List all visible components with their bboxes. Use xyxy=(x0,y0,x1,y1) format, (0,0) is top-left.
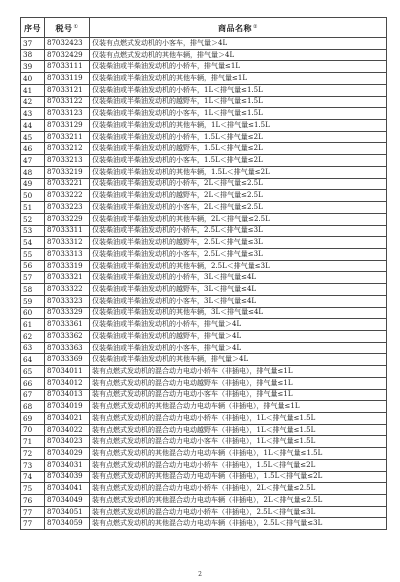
cell-product-name: 仅装柴油或半柴油发动机的小轿车，2.5L＜排气量≤3L xyxy=(90,225,387,237)
table-row xyxy=(21,471,387,483)
cell-tariff-code: 87033329 xyxy=(45,307,90,319)
table-row xyxy=(21,38,387,50)
cell-tariff-code: 87034041 xyxy=(45,483,90,495)
table-row xyxy=(21,84,387,96)
cell-seq: 75 xyxy=(21,483,45,495)
cell-tariff-code: 87033212 xyxy=(45,143,90,155)
cell-tariff-code: 87033223 xyxy=(45,202,90,214)
cell-seq: 59 xyxy=(21,295,45,307)
cell-product-name: 仅装柴油或半柴油发动机的小客车，排气量＞4L xyxy=(90,342,387,354)
cell-tariff-code: 87034011 xyxy=(45,366,90,378)
cell-seq: 57 xyxy=(21,272,45,284)
cell-seq: 48 xyxy=(21,166,45,178)
cell-seq: 77 xyxy=(21,506,45,518)
header-code xyxy=(45,18,90,38)
table-row xyxy=(21,366,387,378)
cell-seq: 69 xyxy=(21,413,45,425)
cell-seq: 40 xyxy=(21,73,45,85)
table-row xyxy=(21,108,387,120)
cell-product-name: 仅装柴油或半柴油发动机的其他车辆，2L＜排气量≤2.5L xyxy=(90,213,387,225)
table-row xyxy=(21,120,387,132)
table-row xyxy=(21,307,387,319)
cell-seq: 46 xyxy=(21,143,45,155)
cell-tariff-code: 87033219 xyxy=(45,166,90,178)
cell-seq: 76 xyxy=(21,495,45,507)
cell-tariff-code: 87033123 xyxy=(45,108,90,120)
cell-seq: 41 xyxy=(21,84,45,96)
table-row xyxy=(21,248,387,260)
cell-product-name: 仅装柴油或半柴油发动机的其他车辆，排气量＞4L xyxy=(90,354,387,366)
table-row xyxy=(21,131,387,143)
table-row xyxy=(21,143,387,155)
cell-tariff-code: 87033313 xyxy=(45,248,90,260)
cell-tariff-code: 87033323 xyxy=(45,295,90,307)
cell-product-name: 仅装柴油或半柴油发动机的小轿车，1.5L＜排气量≤2L xyxy=(90,131,387,143)
table-body xyxy=(21,38,387,530)
table-row xyxy=(21,518,387,530)
cell-tariff-code: 87033321 xyxy=(45,272,90,284)
cell-seq: 72 xyxy=(21,448,45,460)
cell-seq: 42 xyxy=(21,96,45,108)
cell-product-name: 装有点燃式发动机的混合动力电动小轿车（非插电），2L＜排气量≤2.5L xyxy=(90,483,387,495)
cell-product-name: 装有点燃式发动机的其他混合动力电动车辆（非插电），1.5L＜排气量≤2L xyxy=(90,471,387,483)
cell-product-name: 仅装柴油或半柴油发动机的越野车，3L＜排气量≤4L xyxy=(90,284,387,296)
cell-seq: 66 xyxy=(21,377,45,389)
cell-product-name: 仅装柴油或半柴油发动机的小客车，2.5L＜排气量≤3L xyxy=(90,248,387,260)
cell-seq: 62 xyxy=(21,330,45,342)
cell-tariff-code: 87034039 xyxy=(45,471,90,483)
header-name xyxy=(90,18,387,38)
table-row xyxy=(21,237,387,249)
table-row xyxy=(21,330,387,342)
cell-tariff-code: 87033363 xyxy=(45,342,90,354)
cell-tariff-code: 87033362 xyxy=(45,330,90,342)
cell-tariff-code: 87033229 xyxy=(45,213,90,225)
cell-product-name: 装有点燃式发动机的其他混合动力电动车辆（非插电），2.5L＜排气量≤3L xyxy=(90,518,387,530)
cell-tariff-code: 87034019 xyxy=(45,401,90,413)
cell-tariff-code: 87033129 xyxy=(45,120,90,132)
cell-seq: 45 xyxy=(21,131,45,143)
table-header xyxy=(21,18,387,38)
cell-tariff-code: 87034023 xyxy=(45,436,90,448)
cell-tariff-code: 87034029 xyxy=(45,448,90,460)
table-row xyxy=(21,260,387,272)
table-row xyxy=(21,483,387,495)
cell-seq: 44 xyxy=(21,120,45,132)
cell-seq: 39 xyxy=(21,61,45,73)
header-row xyxy=(21,18,387,38)
table-row xyxy=(21,225,387,237)
cell-product-name: 装有点燃式发动机的混合动力电动小轿车（非插电），1.5L＜排气量≤2L xyxy=(90,459,387,471)
cell-tariff-code: 87034049 xyxy=(45,495,90,507)
cell-product-name: 仅装有点燃式发动机的其他车辆，排气量＞4L xyxy=(90,49,387,61)
cell-seq: 49 xyxy=(21,178,45,190)
cell-tariff-code: 87034013 xyxy=(45,389,90,401)
tariff-table xyxy=(20,17,387,530)
cell-product-name: 仅装柴油或半柴油发动机的其他车辆，1.5L＜排气量≤2L xyxy=(90,166,387,178)
table-row xyxy=(21,213,387,225)
table-row xyxy=(21,295,387,307)
cell-product-name: 仅装柴油或半柴油发动机的小轿车，排气量≤1L xyxy=(90,61,387,73)
table-row xyxy=(21,401,387,413)
cell-product-name: 仅装有点燃式发动机的小客车，排气量＞4L xyxy=(90,38,387,50)
header-name-label: 商品名称 xyxy=(218,22,252,33)
cell-seq: 70 xyxy=(21,424,45,436)
table-row xyxy=(21,459,387,471)
cell-seq: 37 xyxy=(21,38,45,50)
cell-seq: 77 xyxy=(21,518,45,530)
cell-product-name: 装有点燃式发动机的混合动力电动小轿车（非插电），2.5L＜排气量≤3L xyxy=(90,506,387,518)
table-row xyxy=(21,342,387,354)
cell-tariff-code: 87033122 xyxy=(45,96,90,108)
cell-seq: 43 xyxy=(21,108,45,120)
cell-tariff-code: 87033213 xyxy=(45,155,90,167)
cell-seq: 52 xyxy=(21,213,45,225)
cell-tariff-code: 87033111 xyxy=(45,61,90,73)
cell-product-name: 仅装柴油或半柴油发动机的小轿车，排气量＞4L xyxy=(90,319,387,331)
cell-product-name: 仅装柴油或半柴油发动机的越野车，2.5L＜排气量≤3L xyxy=(90,237,387,249)
cell-product-name: 仅装柴油或半柴油发动机的其他车辆，2.5L＜排气量≤3L xyxy=(90,260,387,272)
cell-product-name: 装有点燃式发动机的其他混合动力电动车辆（非插电），1L＜排气量≤1.5L xyxy=(90,448,387,460)
table-row xyxy=(21,495,387,507)
cell-tariff-code: 87033319 xyxy=(45,260,90,272)
table-row xyxy=(21,178,387,190)
table-row xyxy=(21,389,387,401)
cell-tariff-code: 87034031 xyxy=(45,459,90,471)
cell-tariff-code: 87034012 xyxy=(45,377,90,389)
cell-tariff-code: 87033222 xyxy=(45,190,90,202)
table-row xyxy=(21,155,387,167)
cell-tariff-code: 87033119 xyxy=(45,73,90,85)
table-row xyxy=(21,49,387,61)
cell-tariff-code: 87033221 xyxy=(45,178,90,190)
cell-seq: 54 xyxy=(21,237,45,249)
table-row xyxy=(21,61,387,73)
table-row xyxy=(21,202,387,214)
cell-seq: 63 xyxy=(21,342,45,354)
cell-tariff-code: 87032429 xyxy=(45,49,90,61)
header-seq-label: 序号 xyxy=(24,22,41,33)
page-number: 2 xyxy=(198,571,202,578)
cell-seq: 55 xyxy=(21,248,45,260)
cell-product-name: 仅装柴油或半柴油发动机的小客车，1L＜排气量≤1.5L xyxy=(90,108,387,120)
cell-product-name: 仅装柴油或半柴油发动机的小客车，1.5L＜排气量≤2L xyxy=(90,155,387,167)
cell-seq: 53 xyxy=(21,225,45,237)
cell-product-name: 仅装柴油或半柴油发动机的其他车辆，3L＜排气量≤4L xyxy=(90,307,387,319)
table-row xyxy=(21,73,387,85)
cell-seq: 60 xyxy=(21,307,45,319)
cell-tariff-code: 87033312 xyxy=(45,237,90,249)
cell-product-name: 仅装柴油或半柴油发动机的小轿车，3L＜排气量≤4L xyxy=(90,272,387,284)
table-row xyxy=(21,377,387,389)
cell-product-name: 仅装柴油或半柴油发动机的其他车辆，1L＜排气量≤1.5L xyxy=(90,120,387,132)
cell-tariff-code: 87033211 xyxy=(45,131,90,143)
cell-product-name: 装有点燃式发动机的混合动力电动小客车（非插电），1L＜排气量≤1.5L xyxy=(90,436,387,448)
table-row xyxy=(21,284,387,296)
cell-product-name: 仅装柴油或半柴油发动机的越野车，2L＜排气量≤2.5L xyxy=(90,190,387,202)
cell-seq: 65 xyxy=(21,366,45,378)
table-row xyxy=(21,319,387,331)
cell-product-name: 装有点燃式发动机的混合动力电动越野车（非插电），排气量≤1L xyxy=(90,377,387,389)
cell-product-name: 装有点燃式发动机的混合动力电动小客车（非插电），排气量≤1L xyxy=(90,389,387,401)
table-row xyxy=(21,190,387,202)
cell-seq: 38 xyxy=(21,49,45,61)
cell-seq: 68 xyxy=(21,401,45,413)
cell-tariff-code: 87034022 xyxy=(45,424,90,436)
table-row xyxy=(21,413,387,425)
cell-product-name: 装有点燃式发动机的其他混合动力电动车辆（非插电），2L＜排气量≤2.5L xyxy=(90,495,387,507)
cell-product-name: 装有点燃式发动机的混合动力电动小轿车（非插电），1L＜排气量≤1.5L xyxy=(90,413,387,425)
cell-product-name: 仅装柴油或半柴油发动机的小轿车，2L＜排气量≤2.5L xyxy=(90,178,387,190)
cell-product-name: 装有点燃式发动机的混合动力电动越野车（非插电），1L＜排气量≤1.5L xyxy=(90,424,387,436)
cell-tariff-code: 87033311 xyxy=(45,225,90,237)
table-row xyxy=(21,424,387,436)
header-name-footnote-mark: ② xyxy=(253,23,258,30)
cell-product-name: 仅装柴油或半柴油发动机的小轿车，1L＜排气量≤1.5L xyxy=(90,84,387,96)
table-row xyxy=(21,96,387,108)
cell-tariff-code: 87033121 xyxy=(45,84,90,96)
header-code-label: 税号 xyxy=(55,22,73,33)
cell-product-name: 仅装柴油或半柴油发动机的越野车，1.5L＜排气量≤2L xyxy=(90,143,387,155)
cell-seq: 56 xyxy=(21,260,45,272)
cell-tariff-code: 87034021 xyxy=(45,413,90,425)
cell-seq: 61 xyxy=(21,319,45,331)
cell-product-name: 仅装柴油或半柴油发动机的越野车，排气量＞4L xyxy=(90,330,387,342)
cell-tariff-code: 87034051 xyxy=(45,506,90,518)
cell-tariff-code: 87033369 xyxy=(45,354,90,366)
cell-product-name: 仅装柴油或半柴油发动机的小客车，3L＜排气量≤4L xyxy=(90,295,387,307)
header-seq xyxy=(21,18,45,38)
cell-product-name: 仅装柴油或半柴油发动机的小客车，2L＜排气量≤2.5L xyxy=(90,202,387,214)
cell-seq: 67 xyxy=(21,389,45,401)
table-row xyxy=(21,436,387,448)
cell-product-name: 装有点燃式发动机的其他混合动力电动车辆（非插电），排气量≤1L xyxy=(90,401,387,413)
cell-tariff-code: 87033322 xyxy=(45,284,90,296)
cell-seq: 51 xyxy=(21,202,45,214)
table-row xyxy=(21,448,387,460)
cell-seq: 58 xyxy=(21,284,45,296)
cell-seq: 74 xyxy=(21,471,45,483)
cell-seq: 50 xyxy=(21,190,45,202)
table-row xyxy=(21,272,387,284)
cell-product-name: 仅装柴油或半柴油发动机的越野车，1L＜排气量≤1.5L xyxy=(90,96,387,108)
cell-seq: 47 xyxy=(21,155,45,167)
table-row xyxy=(21,166,387,178)
table-row xyxy=(21,506,387,518)
cell-tariff-code: 87033361 xyxy=(45,319,90,331)
cell-tariff-code: 87034059 xyxy=(45,518,90,530)
cell-product-name: 装有点燃式发动机的混合动力电动小轿车（非插电），排气量≤1L xyxy=(90,366,387,378)
cell-seq: 64 xyxy=(21,354,45,366)
cell-seq: 71 xyxy=(21,436,45,448)
table-row xyxy=(21,354,387,366)
header-code-footnote-mark: ① xyxy=(73,23,79,30)
cell-tariff-code: 87032423 xyxy=(45,38,90,50)
cell-seq: 73 xyxy=(21,459,45,471)
cell-product-name: 仅装柴油或半柴油发动机的其他车辆，排气量≤1L xyxy=(90,73,387,85)
